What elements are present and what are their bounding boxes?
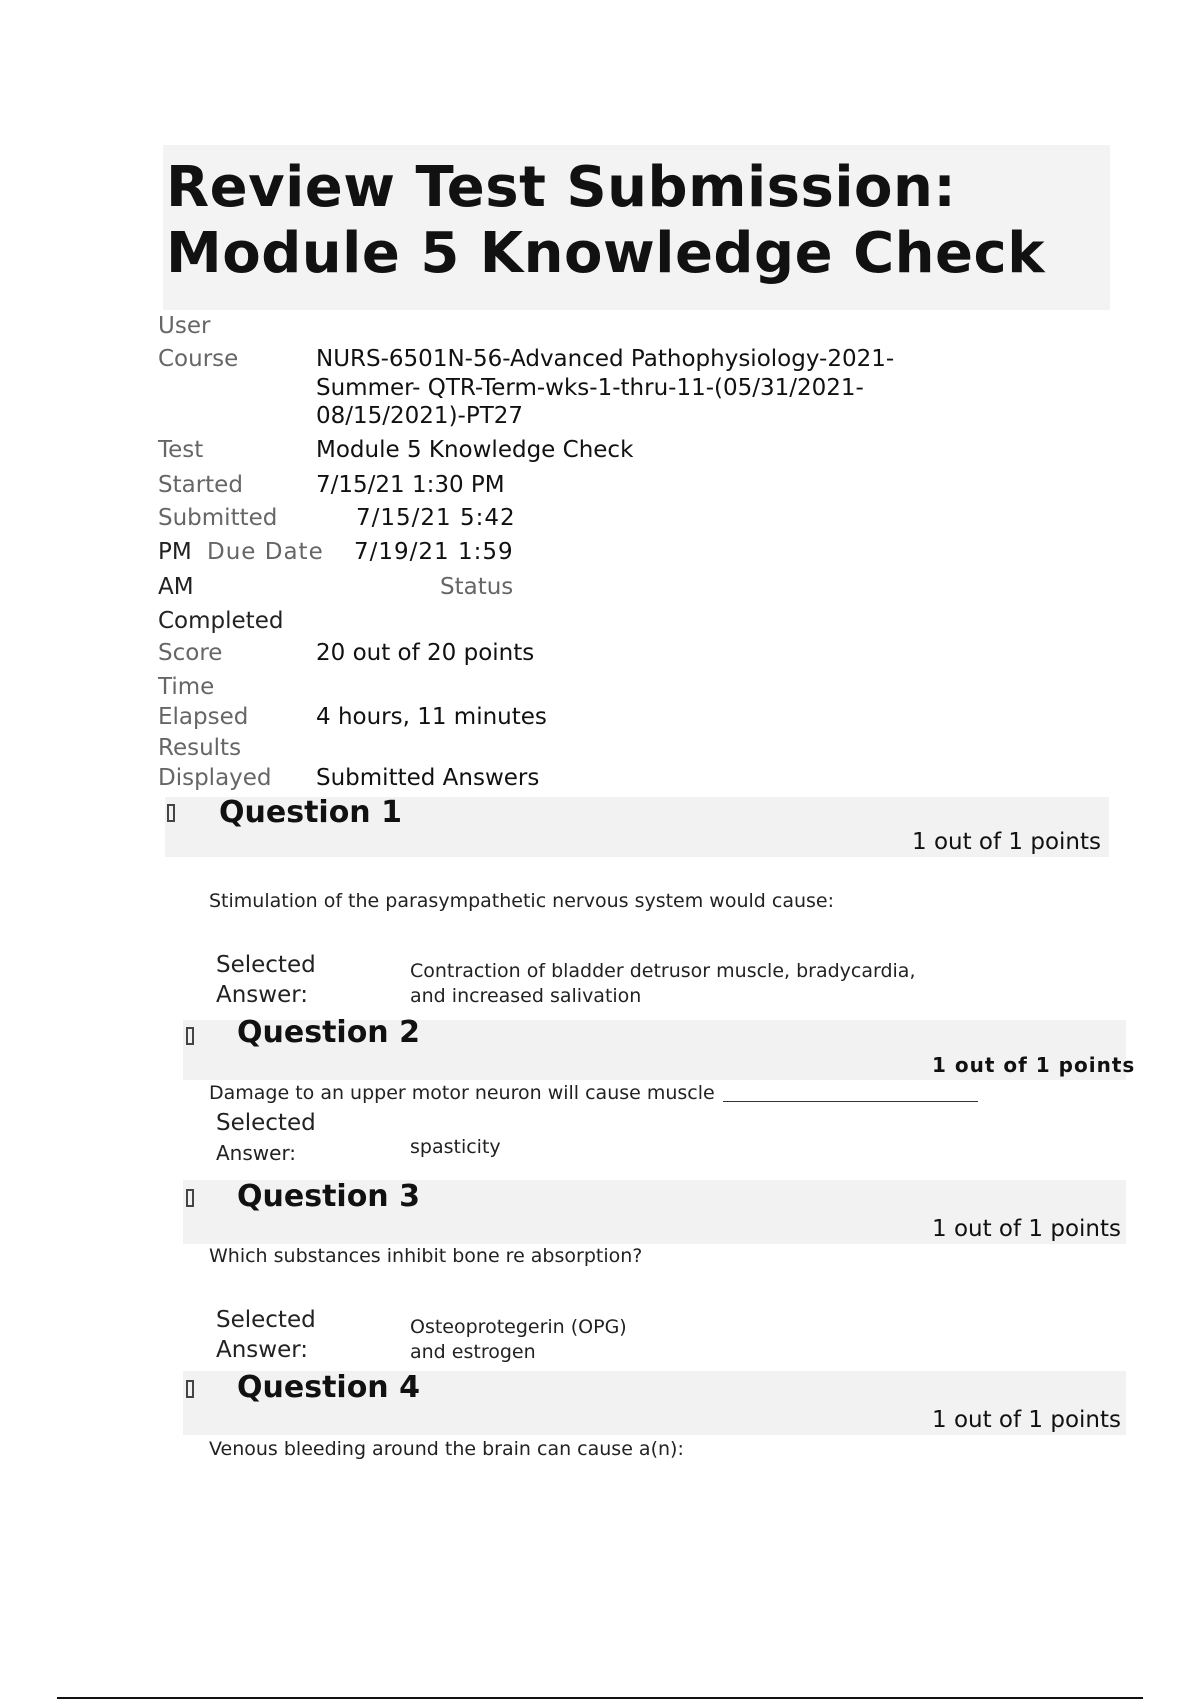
answer-line-1: Osteoprotegerin (OPG) xyxy=(410,1316,627,1338)
user-label: User xyxy=(158,313,211,339)
question-text-content: Damage to an upper motor neuron will cause muscle xyxy=(209,1082,715,1104)
question-status-icon xyxy=(186,1027,194,1045)
question-status-icon xyxy=(186,1380,194,1398)
question-title: Question 1 xyxy=(219,795,402,830)
results-label: Results xyxy=(158,735,242,761)
score-label: Score xyxy=(158,640,223,666)
selected-answer xyxy=(410,959,916,1009)
answer-line-2: and increased salivation xyxy=(410,985,642,1007)
submitted-value: 7/15/21 5:42 xyxy=(356,505,516,531)
answer-line-1: Contraction of bladder detrusor muscle, bradycardia, xyxy=(410,960,916,982)
page-title-line-2: Module 5 Knowledge Check xyxy=(166,221,1045,286)
page-bottom-rule xyxy=(57,1697,1143,1699)
status-value: Completed xyxy=(158,608,284,634)
answer-line-2: and estrogen xyxy=(410,1341,536,1363)
question-status-icon xyxy=(186,1189,194,1207)
page-title-line-1: Review Test Submission: xyxy=(166,155,957,220)
question-points: 1 out of 1 points xyxy=(912,829,1101,855)
selected-label-line-2: Answer: xyxy=(216,1141,297,1165)
time-label: Time xyxy=(158,674,215,700)
question-status-icon xyxy=(167,804,175,822)
selected-label-line-1: Selected xyxy=(216,1110,316,1136)
due-date-label: Due Date xyxy=(207,539,324,565)
selected-label-line-2: Answer: xyxy=(216,982,309,1008)
score-value: 20 out of 20 points xyxy=(316,640,535,666)
page-title xyxy=(163,145,1110,310)
answer-blank-line xyxy=(723,1101,978,1102)
question-text: Venous bleeding around the brain can cause a(n): xyxy=(209,1438,684,1460)
selected-answer-label xyxy=(216,1305,316,1365)
question-points: 1 out of 1 points xyxy=(932,1216,1121,1242)
selected-answer-label xyxy=(216,1108,316,1168)
time-elapsed-value: 4 hours, 11 minutes xyxy=(316,704,547,730)
question-title: Question 2 xyxy=(237,1015,420,1050)
selected-label-line-1: Selected xyxy=(216,1307,316,1333)
submitted-label: Submitted xyxy=(158,505,278,531)
status-label: Status xyxy=(440,574,514,600)
test-value: Module 5 Knowledge Check xyxy=(316,437,634,463)
selected-answer xyxy=(410,1135,501,1160)
started-value: 7/15/21 1:30 PM xyxy=(316,472,505,498)
started-label: Started xyxy=(158,472,243,498)
course-value-line-2: Summer- QTR-Term-wks-1-thru-11-(05/31/2021- xyxy=(316,375,864,401)
question-points: 1 out of 1 points xyxy=(932,1407,1121,1433)
displayed-label: Displayed xyxy=(158,765,272,791)
results-displayed-value: Submitted Answers xyxy=(316,765,540,791)
selected-label-line-2: Answer: xyxy=(216,1337,309,1363)
test-label: Test xyxy=(158,437,204,463)
question-points: 1 out of 1 points xyxy=(932,1053,1136,1077)
question-title: Question 4 xyxy=(237,1370,420,1405)
selected-label-line-1: Selected xyxy=(216,952,316,978)
question-title: Question 3 xyxy=(237,1179,420,1214)
question-text: Stimulation of the parasympathetic nervous system would cause: xyxy=(209,890,835,912)
selected-answer-label xyxy=(216,950,316,1010)
course-value-line-1: NURS-6501N-56-Advanced Pathophysiology-2021- xyxy=(316,346,895,372)
course-label: Course xyxy=(158,346,239,372)
course-value-line-3: 08/15/2021)-PT27 xyxy=(316,403,524,429)
selected-answer xyxy=(410,1315,627,1365)
question-text xyxy=(209,1082,978,1104)
answer-line-1: spasticity xyxy=(410,1136,501,1158)
question-text: Which substances inhibit bone re absorption? xyxy=(209,1245,643,1267)
due-date-value: 7/19/21 1:59 xyxy=(354,539,514,565)
elapsed-label: Elapsed xyxy=(158,704,249,730)
submitted-pm-text: PM xyxy=(158,539,192,565)
due-date-am-text: AM xyxy=(158,574,194,600)
